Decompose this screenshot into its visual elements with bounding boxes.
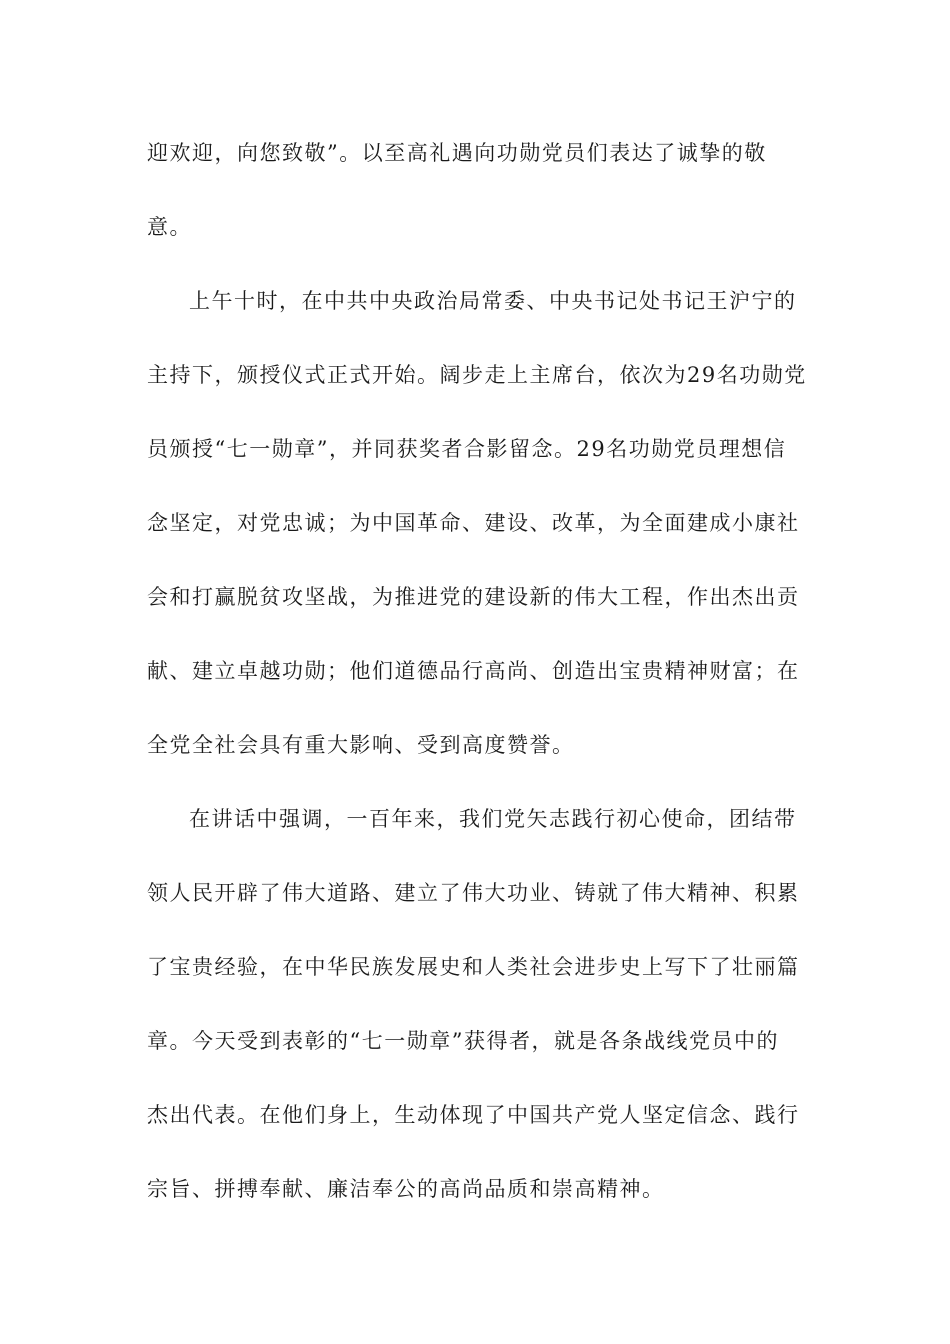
text-line: 了宝贵经验，在中华民族发展史和人类社会进步史上写下了壮丽篇 bbox=[147, 955, 800, 979]
text-line: 迎欢迎，向您致敬”。以至高礼遇向功勋党员们表达了诚挚的敬 bbox=[147, 141, 767, 165]
text-line: 主持下，颁授仪式正式开始。阔步走上主席台，依次为29名功勋党 bbox=[147, 363, 807, 387]
text-line: 宗旨、拼搏奉献、廉洁奉公的高尚品质和崇高精神。 bbox=[147, 1177, 665, 1201]
paragraph-start-line: 上午十时，在中共中央政治局常委、中央书记处书记王沪宁的 bbox=[189, 289, 797, 313]
text-line: 全党全社会具有重大影响、受到高度赞誉。 bbox=[147, 733, 575, 757]
text-line: 员颁授“七一勋章”，并同获奖者合影留念。29名功勋党员理想信 bbox=[147, 437, 787, 461]
text-line: 意。 bbox=[147, 215, 192, 239]
text-line: 章。今天受到表彰的“七一勋章”获得者，就是各条战线党员中的 bbox=[147, 1029, 779, 1053]
text-line: 杰出代表。在他们身上，生动体现了中国共产党人坚定信念、践行 bbox=[147, 1103, 800, 1127]
text-line: 会和打赢脱贫攻坚战，为推进党的建设新的伟大工程，作出杰出贡 bbox=[147, 585, 800, 609]
text-line: 献、建立卓越功勋；他们道德品行高尚、创造出宝贵精神财富；在 bbox=[147, 659, 800, 683]
paragraph-start-line: 在讲话中强调，一百年来，我们党矢志践行初心使命，团结带 bbox=[189, 807, 797, 831]
text-line: 领人民开辟了伟大道路、建立了伟大功业、铸就了伟大精神、积累 bbox=[147, 881, 800, 905]
text-line: 念坚定，对党忠诚；为中国革命、建设、改革，为全面建成小康社 bbox=[147, 511, 800, 535]
